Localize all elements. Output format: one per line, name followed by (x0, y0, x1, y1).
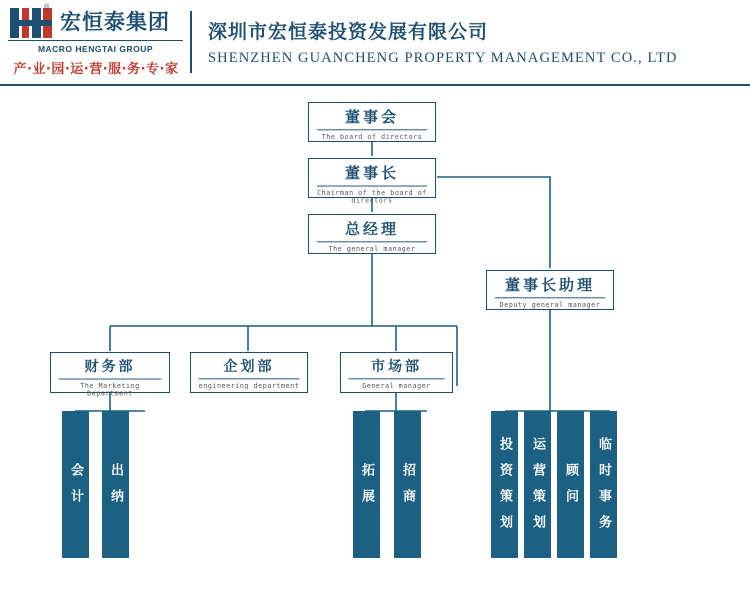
company-name-en: SHENZHEN GUANCHENG PROPERTY MANAGEMENT CO., LTD (208, 50, 678, 66)
column-assistant-investment-planning: 投资策划 (491, 411, 518, 558)
logo-brand-cn: 宏恒泰集团 (60, 10, 170, 34)
registered-mark: ® (44, 4, 50, 11)
logo-slogan: 产·业·园·运·营·服·务·专·家 (13, 62, 179, 77)
node-board-en: The board of directors (317, 129, 427, 142)
org-chart (0, 86, 750, 600)
node-general-manager-cn: 总经理 (344, 220, 399, 238)
node-market-cn: 市场部 (371, 359, 422, 375)
node-planning (190, 352, 308, 393)
column-market-expansion: 拓展 (353, 411, 380, 558)
node-chairman-en: Chairman of the board of directors (317, 186, 427, 207)
node-planning-en: engineering department (199, 378, 300, 391)
node-general-manager-en: The general manager (317, 241, 427, 254)
column-assistant-temporary-affairs: 临时事务 (590, 411, 617, 558)
column-assistant-consultant: 顾问 (557, 411, 584, 558)
column-finance-accounting: 会计 (62, 411, 89, 558)
node-finance (50, 352, 170, 398)
logo-brand-en: MACRO HENGTAI GROUP (8, 40, 183, 54)
column-market-investment: 招商 (394, 411, 421, 558)
column-assistant-operation-planning: 运营策划 (524, 411, 551, 558)
column-finance-cashier: 出纳 (102, 411, 129, 558)
node-market (340, 352, 453, 393)
node-planning-cn: 企划部 (223, 359, 275, 375)
node-market-en: General manager (349, 378, 445, 391)
node-chairman-cn: 董事长 (344, 164, 399, 182)
company-name-cn: 深圳市宏恒泰投资发展有限公司 (208, 21, 489, 43)
company-logo (0, 0, 188, 84)
node-board (308, 102, 436, 142)
logo-mark-icon (10, 8, 56, 38)
node-chairman (308, 158, 436, 205)
node-finance-en: The Marketing Department (59, 379, 162, 400)
node-finance-cn: 财务部 (84, 359, 136, 375)
node-assistant (486, 270, 614, 310)
node-board-cn: 董事会 (344, 108, 399, 126)
page-header (0, 0, 750, 84)
node-assistant-en: Deputy general manager (495, 297, 605, 310)
node-general-manager (308, 214, 436, 254)
node-assistant-cn: 董事长助理 (504, 276, 595, 294)
